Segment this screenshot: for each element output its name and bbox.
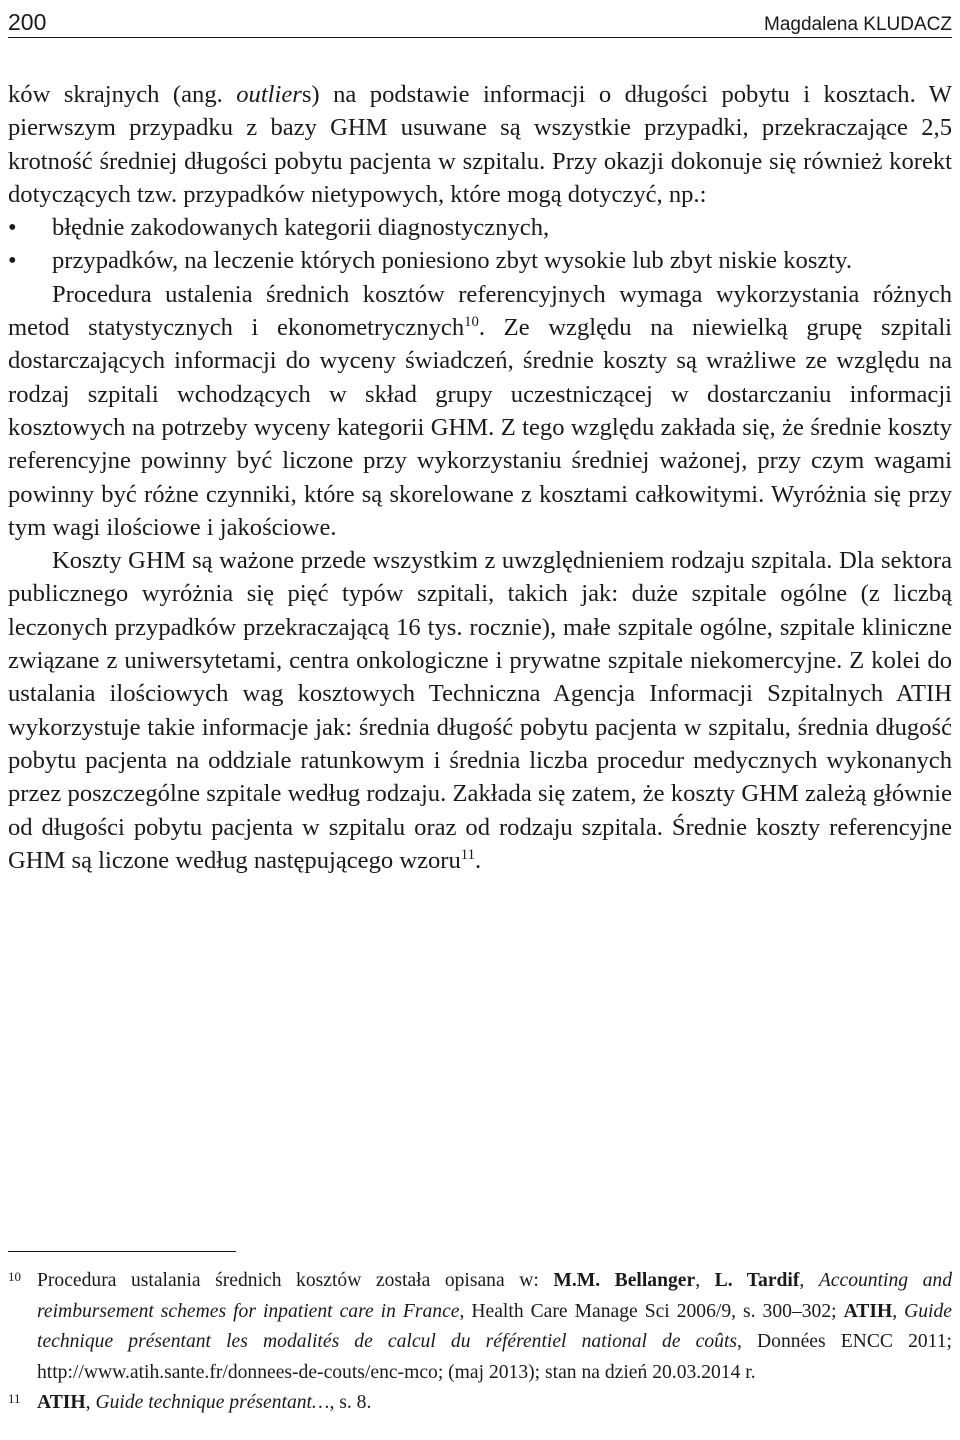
footnotes	[8, 1266, 952, 1419]
text-run: ,	[695, 1270, 715, 1291]
bullet-item	[8, 244, 952, 277]
footnote-10	[8, 1266, 952, 1388]
text-run: , Health Care Manage Sci 2006/9, s. 300–302;	[459, 1300, 844, 1322]
bullet-text: błędnie zakodowanych kategorii diagnostycznych,	[52, 214, 550, 242]
footnote-rule	[8, 1251, 236, 1252]
author-name: Magdalena KLUDACZ	[764, 14, 952, 35]
bullet-icon: •	[8, 214, 17, 242]
bullet-item	[8, 211, 952, 244]
text-run: ,	[799, 1270, 819, 1291]
text-run: ków skrajnych (ang.	[8, 81, 237, 108]
header-rule	[8, 37, 952, 38]
author-bold: ATIH	[37, 1392, 86, 1413]
text-run: , Données ENCC 2011; http://www.atih.sante.fr/donnees-de-couts/enc-mco; (maj 2013); stan na dzień 20.03.2014 r.	[37, 1331, 952, 1383]
text-run: s) na podstawie informacji o długości pobytu i kosztach. W pierwszym przypadku z bazy GHM usuwane są wszystkie przypadki, przekraczające 2,5 krotność średniej długości pobytu pacjenta w szpitalu. Przy okazji dokonuje się również korekt dotyczących tzw. przypadków nietypowych, które mogą dotyczyć, np.:	[8, 81, 952, 208]
text-run: Procedura ustalania średnich kosztów została opisana w:	[37, 1270, 554, 1291]
text-run: Procedura ustalenia średnich kosztów referencyjnych wymaga wykorzystania różnych metod statystycznych i ekonometrycznych	[8, 280, 952, 342]
work-title: Guide technique présentant…	[95, 1392, 330, 1413]
text-run: . Ze względu na niewielką grupę szpitali dostarczających informacji do wyceny świadczeń, średnie koszty są wrażliwe ze względu na rodzaj szpitali wchodzących w skład grupy uczestniczącej w dostarczaniu informacji kosztowych na potrzeby wyceny kategorii GHM. Z tego względu zakłada się, że średnie koszty referencyjne powinny być liczone przy wykorzystaniu średniej ważonej, przy czym wagami powinny być różne czynniki, które są skorelowane z kosztami całkowitymi. Wyróżnia się przy tym wagi ilościowe i jakościowe.	[8, 314, 952, 541]
paragraph-procedure	[8, 278, 952, 544]
text-run: .	[475, 846, 482, 874]
footnote-ref-11[interactable]: 11	[460, 846, 475, 863]
author-bold: ATIH	[843, 1300, 893, 1322]
work-title: Guide technique présentant les modalités de calcul du référentiel national de coûts	[37, 1300, 952, 1352]
author-bold: M.M. Bellanger	[553, 1270, 696, 1291]
footnote-ref-10[interactable]: 10	[464, 313, 479, 330]
work-title: Accounting and reimbursement schemes for inpatient care in France	[37, 1270, 953, 1322]
paragraph-outliers	[8, 78, 952, 211]
footnote-number: 10	[8, 1269, 21, 1284]
page-number: 200	[8, 9, 47, 35]
author-bold: L. Tardif	[714, 1270, 800, 1291]
text-run: ,	[85, 1392, 96, 1413]
text-run: Koszty GHM są ważone przede wszystkim z uwzględnieniem rodzaju szpitala. Dla sektora publicznego wyróżnia się pięć typów szpitali, takich jak: duże szpitale ogólne (z liczbą leczonych przypadków przekraczającą 16 tys. rocznie), małe szpitale ogólne, szpitale kliniczne związane z uniwersytetami, centra onkologiczne i prywatne szpitale niekomercyjne. Z kolei do ustalania ilościowych wag kosztowych Techniczna Agencja Informacji Szpitalnych ATIH wykorzystuje takie informacje jak: średnia długość pobytu pacjenta w szpitalu, średnia długość pobytu pacjenta na oddziale ratunkowym i średnia liczba procedur medycznych wykonanych przez poszczególne szpitale według rodzaju. Zakłada się zatem, że koszty GHM zależą głównie od długości pobytu pacjenta w szpitalu oraz od rodzaju szpitala. Średnie koszty referencyjne GHM są liczone według następującego wzoru	[8, 547, 952, 874]
bullet-icon: •	[8, 247, 17, 275]
main-text	[8, 78, 952, 877]
paragraph-costs	[8, 544, 952, 877]
bullet-text: przypadków, na leczenie których poniesiono zbyt wysokie lub zbyt niskie koszty.	[52, 247, 853, 275]
italic-term: outlier	[236, 81, 302, 108]
footnote-number: 11	[8, 1391, 21, 1406]
footnote-11	[8, 1388, 952, 1419]
text-run: , s. 8.	[329, 1392, 372, 1413]
running-header	[8, 2, 952, 36]
text-run: ,	[892, 1300, 905, 1322]
